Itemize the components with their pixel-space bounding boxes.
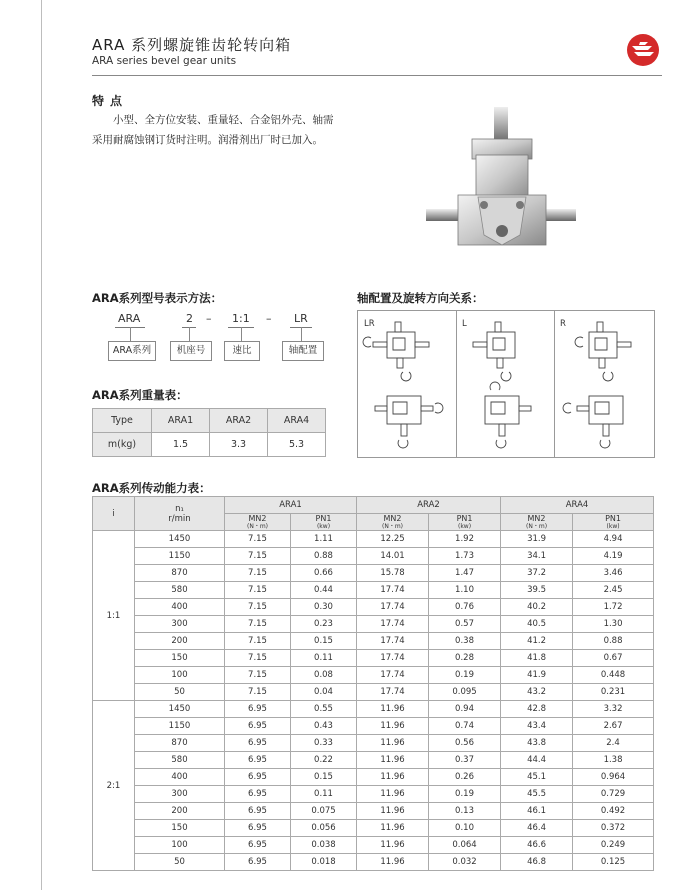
table-row <box>93 718 654 735</box>
shaft-label-lr: LR <box>364 319 375 329</box>
table-cell: 0.76 <box>429 599 501 616</box>
table-row <box>93 531 654 548</box>
table-cell: 0.55 <box>291 701 357 718</box>
table-cell: 31.9 <box>501 531 573 548</box>
table-cell: 300 <box>135 786 225 803</box>
table-cell: 50 <box>135 684 225 701</box>
table-cell: 0.44 <box>291 582 357 599</box>
table-cell: 43.8 <box>501 735 573 752</box>
table-cell: 17.74 <box>357 650 429 667</box>
table-cell: 1.72 <box>573 599 654 616</box>
table-cell: 0.37 <box>429 752 501 769</box>
code-shaft-config: LR <box>294 312 308 325</box>
table-row <box>93 409 326 433</box>
gearbox-lr-upper-icon <box>363 322 429 381</box>
table-cell: 6.95 <box>225 735 291 752</box>
table-cell: 46.8 <box>501 854 573 871</box>
table-cell: 11.96 <box>357 701 429 718</box>
table-cell: 7.15 <box>225 684 291 701</box>
table-cell: Type <box>93 409 152 433</box>
table-cell: 1.30 <box>573 616 654 633</box>
table-cell: 42.8 <box>501 701 573 718</box>
table-cell: ARA1 <box>152 409 210 433</box>
col-model-ara4: ARA4 <box>501 497 654 514</box>
table-cell: 7.15 <box>225 667 291 684</box>
capacity-table <box>92 496 654 871</box>
table-cell: 870 <box>135 735 225 752</box>
code-label-frame: 机座号 <box>170 341 212 361</box>
table-cell: 7.15 <box>225 565 291 582</box>
table-cell: 0.66 <box>291 565 357 582</box>
table-cell: 0.372 <box>573 820 654 837</box>
table-cell: 11.96 <box>357 820 429 837</box>
table-cell: 41.8 <box>501 650 573 667</box>
table-cell: 15.78 <box>357 565 429 582</box>
weight-table-heading: ARA系列重量表： <box>92 388 188 402</box>
table-cell: 1150 <box>135 718 225 735</box>
table-row <box>93 633 654 650</box>
table-cell: 2.4 <box>573 735 654 752</box>
table-cell: 6.95 <box>225 718 291 735</box>
table-cell: 0.729 <box>573 786 654 803</box>
table-row <box>93 684 654 701</box>
table-cell: 150 <box>135 650 225 667</box>
code-label-ratio: 速比 <box>224 341 260 361</box>
table-row <box>93 735 654 752</box>
table-cell: 45.5 <box>501 786 573 803</box>
ratio-cell: 1:1 <box>93 531 135 701</box>
table-cell: 1450 <box>135 701 225 718</box>
table-cell: 0.15 <box>291 769 357 786</box>
table-cell: 0.19 <box>429 667 501 684</box>
table-cell: 11.96 <box>357 735 429 752</box>
table-cell: 5.3 <box>268 433 326 457</box>
code-ratio: 1:1 <box>232 312 250 325</box>
code-dash: – <box>206 312 212 325</box>
table-cell: 2.67 <box>573 718 654 735</box>
table-cell: 7.15 <box>225 599 291 616</box>
table-cell: 0.43 <box>291 718 357 735</box>
features-text <box>92 110 362 150</box>
page-subtitle: ARA series bevel gear units <box>92 55 237 67</box>
table-cell: 7.15 <box>225 582 291 599</box>
table-cell: 7.15 <box>225 531 291 548</box>
code-label-shaft: 轴配置 <box>282 341 324 361</box>
table-cell: 150 <box>135 820 225 837</box>
features-heading: 特点 <box>92 94 129 108</box>
table-cell: 6.95 <box>225 854 291 871</box>
table-cell: 14.01 <box>357 548 429 565</box>
table-cell: 0.064 <box>429 837 501 854</box>
table-row <box>93 803 654 820</box>
table-cell: 0.032 <box>429 854 501 871</box>
table-cell: 45.1 <box>501 769 573 786</box>
col-power-header: PN1 (kw) <box>429 514 501 531</box>
table-cell: 6.95 <box>225 769 291 786</box>
table-cell: 0.056 <box>291 820 357 837</box>
table-cell: 17.74 <box>357 599 429 616</box>
table-cell: 12.25 <box>357 531 429 548</box>
table-cell: 1.47 <box>429 565 501 582</box>
table-cell: 580 <box>135 752 225 769</box>
table-cell: 50 <box>135 854 225 871</box>
table-cell: 11.96 <box>357 837 429 854</box>
table-cell: 17.74 <box>357 582 429 599</box>
code-dash: – <box>266 312 272 325</box>
shaft-config-heading: 轴配置及旋转方向关系： <box>357 291 484 305</box>
table-cell: 1450 <box>135 531 225 548</box>
table-cell: ARA2 <box>210 409 268 433</box>
table-row <box>93 599 654 616</box>
table-cell: 0.88 <box>573 633 654 650</box>
table-cell: 43.2 <box>501 684 573 701</box>
gearbox-lr-lower-icon <box>375 396 443 448</box>
table-row <box>93 769 654 786</box>
table-cell: 46.4 <box>501 820 573 837</box>
table-cell: 1.11 <box>291 531 357 548</box>
table-cell: 0.88 <box>291 548 357 565</box>
table-cell: 6.95 <box>225 701 291 718</box>
table-cell: 17.74 <box>357 684 429 701</box>
table-cell: 0.125 <box>573 854 654 871</box>
table-row <box>93 854 654 871</box>
table-row <box>93 786 654 803</box>
table-cell: 37.2 <box>501 565 573 582</box>
table-cell: 6.95 <box>225 752 291 769</box>
table-cell: ARA4 <box>268 409 326 433</box>
table-cell: 0.33 <box>291 735 357 752</box>
gearbox-r-upper-icon <box>575 322 631 381</box>
table-cell: 11.96 <box>357 803 429 820</box>
table-cell: 4.94 <box>573 531 654 548</box>
table-cell: 1.38 <box>573 752 654 769</box>
ratio-cell: 2:1 <box>93 701 135 871</box>
table-row <box>93 433 326 457</box>
table-cell: 0.56 <box>429 735 501 752</box>
table-row <box>93 565 654 582</box>
table-cell: 11.96 <box>357 769 429 786</box>
table-cell: 0.08 <box>291 667 357 684</box>
table-row <box>93 667 654 684</box>
table-cell: 41.2 <box>501 633 573 650</box>
table-cell: 0.23 <box>291 616 357 633</box>
table-cell: 0.26 <box>429 769 501 786</box>
table-cell: 2.45 <box>573 582 654 599</box>
table-cell: 11.96 <box>357 718 429 735</box>
table-cell: 0.04 <box>291 684 357 701</box>
table-row <box>93 820 654 837</box>
table-cell: 11.96 <box>357 752 429 769</box>
page-margin-rule <box>41 0 42 890</box>
col-torque-header: MN2 (N・m) <box>225 514 291 531</box>
code-label-series: ARA系列 <box>108 341 156 361</box>
table-cell: 200 <box>135 633 225 650</box>
table-cell: 0.28 <box>429 650 501 667</box>
table-cell: 0.095 <box>429 684 501 701</box>
table-cell: 0.74 <box>429 718 501 735</box>
table-cell: 0.22 <box>291 752 357 769</box>
model-code-heading: ARA系列型号表示方法： <box>92 291 223 305</box>
brand-logo-icon <box>626 33 660 67</box>
features-line-2: 采用耐腐蚀钢订货时注明。润滑剂出厂时已加入。 <box>92 134 323 146</box>
table-cell: 46.1 <box>501 803 573 820</box>
table-cell: 4.19 <box>573 548 654 565</box>
table-cell: 1.5 <box>152 433 210 457</box>
col-power-header: PN1 (kw) <box>573 514 654 531</box>
page-title: ARA 系列螺旋锥齿轮转向箱 <box>92 36 292 54</box>
table-cell: 0.30 <box>291 599 357 616</box>
table-cell: 300 <box>135 616 225 633</box>
table-cell: 6.95 <box>225 803 291 820</box>
table-cell: 6.95 <box>225 786 291 803</box>
table-cell: 0.67 <box>573 650 654 667</box>
table-cell: 870 <box>135 565 225 582</box>
table-cell: 1150 <box>135 548 225 565</box>
header-divider <box>92 75 662 76</box>
table-row <box>93 616 654 633</box>
table-cell: 39.5 <box>501 582 573 599</box>
table-cell: 0.15 <box>291 633 357 650</box>
table-cell: 7.15 <box>225 633 291 650</box>
table-cell: 41.9 <box>501 667 573 684</box>
table-cell: 1.73 <box>429 548 501 565</box>
shaft-label-l: L <box>462 319 467 329</box>
shaft-label-r: R <box>560 319 566 329</box>
table-cell: 17.74 <box>357 616 429 633</box>
col-model-ara2: ARA2 <box>357 497 501 514</box>
col-torque-header: MN2 (N・m) <box>501 514 573 531</box>
table-cell: 6.95 <box>225 820 291 837</box>
code-series: ARA <box>118 312 141 325</box>
col-speed-header: n₁ r/min <box>135 497 225 531</box>
col-torque-header: MN2 (N・m) <box>357 514 429 531</box>
table-row <box>93 548 654 565</box>
table-cell: 0.038 <box>291 837 357 854</box>
table-cell: 0.57 <box>429 616 501 633</box>
features-line-1: 小型、全方位安装、重量轻、合金铝外壳、轴需 <box>113 114 334 126</box>
table-cell: 40.5 <box>501 616 573 633</box>
table-cell: 0.10 <box>429 820 501 837</box>
table-row <box>93 701 654 718</box>
table-cell: 100 <box>135 667 225 684</box>
table-row <box>93 582 654 599</box>
table-cell: 3.32 <box>573 701 654 718</box>
gearbox-l-lower-icon <box>485 382 531 448</box>
table-cell: 3.3 <box>210 433 268 457</box>
table-cell: 11.96 <box>357 786 429 803</box>
table-cell: 0.448 <box>573 667 654 684</box>
table-cell: 44.4 <box>501 752 573 769</box>
code-frame-size: 2 <box>186 312 193 325</box>
table-row <box>93 837 654 854</box>
gearbox-photo <box>420 105 585 260</box>
table-cell: 0.13 <box>429 803 501 820</box>
table-cell: 43.4 <box>501 718 573 735</box>
gearbox-l-upper-icon <box>473 322 515 381</box>
table-cell: 17.74 <box>357 667 429 684</box>
table-row <box>93 650 654 667</box>
table-cell: 3.46 <box>573 565 654 582</box>
col-model-ara1: ARA1 <box>225 497 357 514</box>
table-cell: 0.018 <box>291 854 357 871</box>
col-ratio-header: i <box>93 497 135 531</box>
table-cell: 40.2 <box>501 599 573 616</box>
table-cell: 0.075 <box>291 803 357 820</box>
table-cell: 400 <box>135 599 225 616</box>
shaft-diagrams <box>357 310 655 458</box>
weight-table <box>92 408 326 457</box>
table-cell: 17.74 <box>357 633 429 650</box>
gearbox-r-lower-icon <box>563 396 623 448</box>
col-power-header: PN1 (kw) <box>291 514 357 531</box>
table-cell: 34.1 <box>501 548 573 565</box>
table-row <box>93 752 654 769</box>
table-cell: 400 <box>135 769 225 786</box>
table-cell: 100 <box>135 837 225 854</box>
table-cell: 580 <box>135 582 225 599</box>
capacity-table-heading: ARA系列传动能力表： <box>92 481 211 495</box>
table-cell: 0.964 <box>573 769 654 786</box>
table-cell: 1.10 <box>429 582 501 599</box>
table-cell: 0.231 <box>573 684 654 701</box>
table-cell: 0.249 <box>573 837 654 854</box>
table-cell: 1.92 <box>429 531 501 548</box>
table-cell: 7.15 <box>225 548 291 565</box>
table-cell: 0.94 <box>429 701 501 718</box>
table-cell: 7.15 <box>225 650 291 667</box>
table-cell: 11.96 <box>357 854 429 871</box>
table-cell: 0.492 <box>573 803 654 820</box>
table-cell: 200 <box>135 803 225 820</box>
table-cell: 0.11 <box>291 786 357 803</box>
table-cell: 0.11 <box>291 650 357 667</box>
table-cell: 46.6 <box>501 837 573 854</box>
table-header-row <box>93 497 654 514</box>
table-cell: 6.95 <box>225 837 291 854</box>
table-cell: 0.38 <box>429 633 501 650</box>
table-cell: m(kg) <box>93 433 152 457</box>
table-cell: 7.15 <box>225 616 291 633</box>
table-cell: 0.19 <box>429 786 501 803</box>
